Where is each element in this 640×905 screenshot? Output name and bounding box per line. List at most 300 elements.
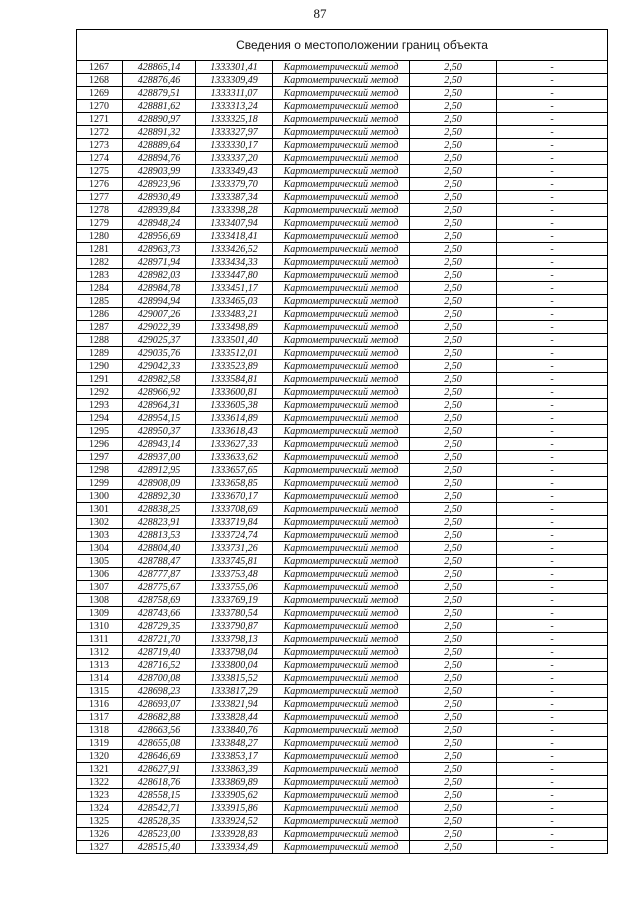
table-row [77,87,608,100]
point-number-cell: 1306 [77,568,123,581]
table-row [77,100,608,113]
method-cell: Картометрический метод [273,594,410,607]
method-cell: Картометрический метод [273,165,410,178]
accuracy-cell: 2,50 [410,438,497,451]
table-row [77,425,608,438]
method-cell: Картометрический метод [273,295,410,308]
table-row [77,659,608,672]
x-coordinate-cell: 428777,87 [123,568,196,581]
method-cell: Картометрический метод [273,126,410,139]
x-coordinate-cell: 428943,14 [123,438,196,451]
point-number-cell: 1282 [77,256,123,269]
y-coordinate-cell: 1333869,89 [196,776,273,789]
accuracy-cell: 2,50 [410,282,497,295]
y-coordinate-cell: 1333658,85 [196,477,273,490]
x-coordinate-cell: 428721,70 [123,633,196,646]
method-cell: Картометрический метод [273,516,410,529]
y-coordinate-cell: 1333708,69 [196,503,273,516]
description-cell: - [497,646,608,659]
y-coordinate-cell: 1333817,29 [196,685,273,698]
method-cell: Картометрический метод [273,230,410,243]
point-number-cell: 1323 [77,789,123,802]
table-row [77,152,608,165]
table-body [77,30,608,854]
description-cell: - [497,204,608,217]
y-coordinate-cell: 1333924,52 [196,815,273,828]
y-coordinate-cell: 1333465,03 [196,295,273,308]
description-cell: - [497,321,608,334]
description-cell: - [497,594,608,607]
point-number-cell: 1289 [77,347,123,360]
point-number-cell: 1276 [77,178,123,191]
point-number-cell: 1267 [77,61,123,74]
table-row [77,555,608,568]
x-coordinate-cell: 429042,33 [123,360,196,373]
point-number-cell: 1314 [77,672,123,685]
y-coordinate-cell: 1333311,07 [196,87,273,100]
y-coordinate-cell: 1333313,24 [196,100,273,113]
y-coordinate-cell: 1333755,06 [196,581,273,594]
table-row [77,347,608,360]
point-number-cell: 1285 [77,295,123,308]
table-row [77,828,608,841]
y-coordinate-cell: 1333753,48 [196,568,273,581]
x-coordinate-cell: 429025,37 [123,334,196,347]
accuracy-cell: 2,50 [410,256,497,269]
description-cell: - [497,555,608,568]
method-cell: Картометрический метод [273,555,410,568]
method-cell: Картометрический метод [273,750,410,763]
method-cell: Картометрический метод [273,477,410,490]
point-number-cell: 1325 [77,815,123,828]
table-row [77,165,608,178]
accuracy-cell: 2,50 [410,204,497,217]
y-coordinate-cell: 1333451,17 [196,282,273,295]
description-cell: - [497,490,608,503]
accuracy-cell: 2,50 [410,113,497,126]
accuracy-cell: 2,50 [410,763,497,776]
description-cell: - [497,243,608,256]
x-coordinate-cell: 428693,07 [123,698,196,711]
table-row [77,529,608,542]
y-coordinate-cell: 1333815,52 [196,672,273,685]
point-number-cell: 1310 [77,620,123,633]
description-cell: - [497,724,608,737]
table-row [77,204,608,217]
table-row [77,308,608,321]
description-cell: - [497,659,608,672]
description-cell: - [497,672,608,685]
description-cell: - [497,230,608,243]
x-coordinate-cell: 428523,00 [123,828,196,841]
point-number-cell: 1303 [77,529,123,542]
table-row [77,815,608,828]
x-coordinate-cell: 428558,15 [123,789,196,802]
x-coordinate-cell: 428939,84 [123,204,196,217]
table-row [77,295,608,308]
accuracy-cell: 2,50 [410,568,497,581]
point-number-cell: 1286 [77,308,123,321]
y-coordinate-cell: 1333523,89 [196,360,273,373]
description-cell: - [497,789,608,802]
method-cell: Картометрический метод [273,776,410,789]
table-row [77,542,608,555]
method-cell: Картометрический метод [273,256,410,269]
y-coordinate-cell: 1333387,34 [196,191,273,204]
method-cell: Картометрический метод [273,542,410,555]
y-coordinate-cell: 1333769,19 [196,594,273,607]
y-coordinate-cell: 1333863,39 [196,763,273,776]
point-number-cell: 1322 [77,776,123,789]
description-cell: - [497,61,608,74]
table-row [77,685,608,698]
description-cell: - [497,165,608,178]
x-coordinate-cell: 428528,35 [123,815,196,828]
accuracy-cell: 2,50 [410,750,497,763]
y-coordinate-cell: 1333928,83 [196,828,273,841]
description-cell: - [497,464,608,477]
table-row [77,282,608,295]
accuracy-cell: 2,50 [410,308,497,321]
method-cell: Картометрический метод [273,282,410,295]
y-coordinate-cell: 1333426,52 [196,243,273,256]
y-coordinate-cell: 1333618,43 [196,425,273,438]
table-row [77,503,608,516]
point-number-cell: 1309 [77,607,123,620]
table-row [77,126,608,139]
x-coordinate-cell: 428937,00 [123,451,196,464]
method-cell: Картометрический метод [273,178,410,191]
x-coordinate-cell: 428956,69 [123,230,196,243]
point-number-cell: 1313 [77,659,123,672]
x-coordinate-cell: 428964,31 [123,399,196,412]
accuracy-cell: 2,50 [410,672,497,685]
point-number-cell: 1308 [77,594,123,607]
x-coordinate-cell: 428700,08 [123,672,196,685]
table-row [77,243,608,256]
method-cell: Картометрический метод [273,451,410,464]
point-number-cell: 1300 [77,490,123,503]
y-coordinate-cell: 1333798,04 [196,646,273,659]
table-row [77,61,608,74]
table-row [77,477,608,490]
x-coordinate-cell: 428698,23 [123,685,196,698]
table-row [77,386,608,399]
method-cell: Картометрический метод [273,841,410,854]
description-cell: - [497,750,608,763]
method-cell: Картометрический метод [273,347,410,360]
table-row [77,594,608,607]
x-coordinate-cell: 428881,62 [123,100,196,113]
y-coordinate-cell: 1333379,70 [196,178,273,191]
description-cell: - [497,217,608,230]
accuracy-cell: 2,50 [410,321,497,334]
method-cell: Картометрический метод [273,698,410,711]
point-number-cell: 1293 [77,399,123,412]
x-coordinate-cell: 428994,94 [123,295,196,308]
x-coordinate-cell: 428823,91 [123,516,196,529]
table-row [77,451,608,464]
y-coordinate-cell: 1333498,89 [196,321,273,334]
x-coordinate-cell: 428655,08 [123,737,196,750]
method-cell: Картометрический метод [273,113,410,126]
accuracy-cell: 2,50 [410,269,497,282]
accuracy-cell: 2,50 [410,633,497,646]
table-row [77,633,608,646]
y-coordinate-cell: 1333483,21 [196,308,273,321]
method-cell: Картометрический метод [273,152,410,165]
x-coordinate-cell: 428950,37 [123,425,196,438]
point-number-cell: 1324 [77,802,123,815]
method-cell: Картометрический метод [273,568,410,581]
method-cell: Картометрический метод [273,386,410,399]
accuracy-cell: 2,50 [410,815,497,828]
method-cell: Картометрический метод [273,607,410,620]
description-cell: - [497,178,608,191]
table-row [77,321,608,334]
table-row [77,698,608,711]
accuracy-cell: 2,50 [410,191,497,204]
method-cell: Картометрический метод [273,321,410,334]
method-cell: Картометрический метод [273,373,410,386]
method-cell: Картометрический метод [273,789,410,802]
accuracy-cell: 2,50 [410,516,497,529]
table-row [77,464,608,477]
x-coordinate-cell: 428903,99 [123,165,196,178]
x-coordinate-cell: 428930,49 [123,191,196,204]
description-cell: - [497,191,608,204]
y-coordinate-cell: 1333800,04 [196,659,273,672]
accuracy-cell: 2,50 [410,737,497,750]
method-cell: Картометрический метод [273,711,410,724]
description-cell: - [497,126,608,139]
y-coordinate-cell: 1333798,13 [196,633,273,646]
y-coordinate-cell: 1333627,33 [196,438,273,451]
x-coordinate-cell: 428758,69 [123,594,196,607]
point-number-cell: 1305 [77,555,123,568]
method-cell: Картометрический метод [273,191,410,204]
accuracy-cell: 2,50 [410,217,497,230]
accuracy-cell: 2,50 [410,87,497,100]
method-cell: Картометрический метод [273,334,410,347]
y-coordinate-cell: 1333724,74 [196,529,273,542]
method-cell: Картометрический метод [273,763,410,776]
table-row [77,178,608,191]
point-number-cell: 1278 [77,204,123,217]
method-cell: Картометрический метод [273,659,410,672]
description-cell: - [497,113,608,126]
method-cell: Картометрический метод [273,61,410,74]
x-coordinate-cell: 428891,32 [123,126,196,139]
x-coordinate-cell: 428515,40 [123,841,196,854]
method-cell: Картометрический метод [273,243,410,256]
x-coordinate-cell: 428719,40 [123,646,196,659]
x-coordinate-cell: 428890,97 [123,113,196,126]
point-number-cell: 1291 [77,373,123,386]
x-coordinate-cell: 428663,56 [123,724,196,737]
method-cell: Картометрический метод [273,620,410,633]
table-row [77,620,608,633]
table-row [77,581,608,594]
description-cell: - [497,295,608,308]
accuracy-cell: 2,50 [410,789,497,802]
x-coordinate-cell: 428618,76 [123,776,196,789]
accuracy-cell: 2,50 [410,776,497,789]
method-cell: Картометрический метод [273,815,410,828]
x-coordinate-cell: 428838,25 [123,503,196,516]
description-cell: - [497,698,608,711]
y-coordinate-cell: 1333905,62 [196,789,273,802]
method-cell: Картометрический метод [273,425,410,438]
accuracy-cell: 2,50 [410,685,497,698]
table-row [77,74,608,87]
table-row [77,412,608,425]
y-coordinate-cell: 1333848,27 [196,737,273,750]
method-cell: Картометрический метод [273,87,410,100]
method-cell: Картометрический метод [273,412,410,425]
table-row [77,750,608,763]
accuracy-cell: 2,50 [410,165,497,178]
table-row [77,516,608,529]
point-number-cell: 1327 [77,841,123,854]
accuracy-cell: 2,50 [410,646,497,659]
point-number-cell: 1326 [77,828,123,841]
description-cell: - [497,139,608,152]
point-number-cell: 1281 [77,243,123,256]
table-row [77,789,608,802]
method-cell: Картометрический метод [273,438,410,451]
table-row [77,334,608,347]
method-cell: Картометрический метод [273,672,410,685]
description-cell: - [497,386,608,399]
page-number: 87 [313,6,327,21]
point-number-cell: 1292 [77,386,123,399]
method-cell: Картометрический метод [273,360,410,373]
accuracy-cell: 2,50 [410,451,497,464]
y-coordinate-cell: 1333501,40 [196,334,273,347]
boundary-points-table [76,29,608,854]
description-cell: - [497,685,608,698]
accuracy-cell: 2,50 [410,555,497,568]
point-number-cell: 1321 [77,763,123,776]
accuracy-cell: 2,50 [410,542,497,555]
point-number-cell: 1315 [77,685,123,698]
description-cell: - [497,828,608,841]
x-coordinate-cell: 428889,64 [123,139,196,152]
point-number-cell: 1312 [77,646,123,659]
x-coordinate-cell: 428729,35 [123,620,196,633]
point-number-cell: 1316 [77,698,123,711]
accuracy-cell: 2,50 [410,360,497,373]
table-row [77,802,608,815]
y-coordinate-cell: 1333790,87 [196,620,273,633]
y-coordinate-cell: 1333398,28 [196,204,273,217]
accuracy-cell: 2,50 [410,74,497,87]
point-number-cell: 1296 [77,438,123,451]
y-coordinate-cell: 1333915,86 [196,802,273,815]
point-number-cell: 1294 [77,412,123,425]
y-coordinate-cell: 1333821,94 [196,698,273,711]
y-coordinate-cell: 1333434,33 [196,256,273,269]
description-cell: - [497,815,608,828]
x-coordinate-cell: 428963,73 [123,243,196,256]
x-coordinate-cell: 428984,78 [123,282,196,295]
description-cell: - [497,152,608,165]
table-row [77,399,608,412]
y-coordinate-cell: 1333745,81 [196,555,273,568]
accuracy-cell: 2,50 [410,724,497,737]
table-row [77,360,608,373]
table-row [77,737,608,750]
point-number-cell: 1277 [77,191,123,204]
description-cell: - [497,451,608,464]
point-number-cell: 1318 [77,724,123,737]
method-cell: Картометрический метод [273,503,410,516]
accuracy-cell: 2,50 [410,178,497,191]
y-coordinate-cell: 1333325,18 [196,113,273,126]
point-number-cell: 1274 [77,152,123,165]
method-cell: Картометрический метод [273,74,410,87]
description-cell: - [497,269,608,282]
point-number-cell: 1270 [77,100,123,113]
x-coordinate-cell: 428912,95 [123,464,196,477]
method-cell: Картометрический метод [273,685,410,698]
description-cell: - [497,516,608,529]
point-number-cell: 1279 [77,217,123,230]
point-number-cell: 1301 [77,503,123,516]
accuracy-cell: 2,50 [410,295,497,308]
x-coordinate-cell: 428971,94 [123,256,196,269]
x-coordinate-cell: 428646,69 [123,750,196,763]
description-cell: - [497,256,608,269]
y-coordinate-cell: 1333327,97 [196,126,273,139]
x-coordinate-cell: 428542,71 [123,802,196,815]
x-coordinate-cell: 428788,47 [123,555,196,568]
accuracy-cell: 2,50 [410,386,497,399]
description-cell: - [497,503,608,516]
method-cell: Картометрический метод [273,737,410,750]
y-coordinate-cell: 1333418,41 [196,230,273,243]
accuracy-cell: 2,50 [410,412,497,425]
x-coordinate-cell: 428982,03 [123,269,196,282]
y-coordinate-cell: 1333349,43 [196,165,273,178]
x-coordinate-cell: 428894,76 [123,152,196,165]
description-cell: - [497,347,608,360]
table-row [77,841,608,854]
accuracy-cell: 2,50 [410,399,497,412]
description-cell: - [497,308,608,321]
table-row [77,269,608,282]
point-number-cell: 1275 [77,165,123,178]
y-coordinate-cell: 1333719,84 [196,516,273,529]
accuracy-cell: 2,50 [410,373,497,386]
description-cell: - [497,581,608,594]
description-cell: - [497,360,608,373]
table-row [77,724,608,737]
x-coordinate-cell: 428813,53 [123,529,196,542]
x-coordinate-cell: 428627,91 [123,763,196,776]
point-number-cell: 1307 [77,581,123,594]
y-coordinate-cell: 1333584,81 [196,373,273,386]
y-coordinate-cell: 1333780,54 [196,607,273,620]
point-number-cell: 1304 [77,542,123,555]
x-coordinate-cell: 428775,67 [123,581,196,594]
x-coordinate-cell: 428865,14 [123,61,196,74]
description-cell: - [497,529,608,542]
method-cell: Картометрический метод [273,269,410,282]
table-row [77,776,608,789]
description-cell: - [497,633,608,646]
